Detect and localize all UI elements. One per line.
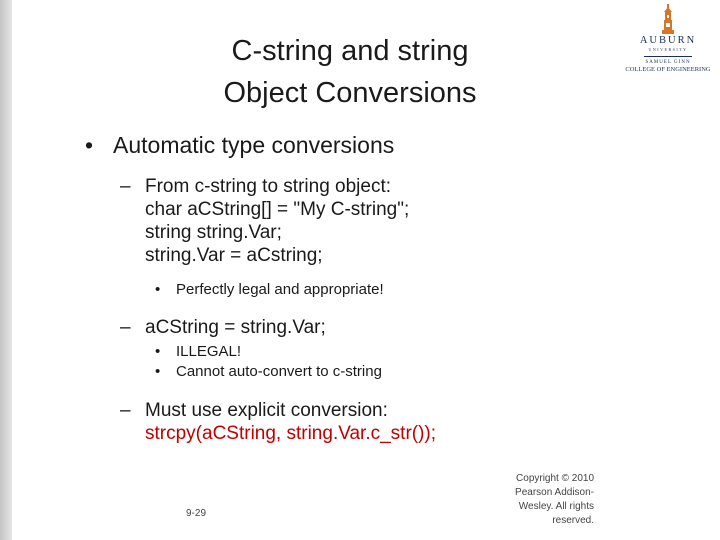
code-line: string string.Var; xyxy=(145,222,282,243)
note-text: Perfectly legal and appropriate! xyxy=(176,281,384,298)
bullet-automatic-conversions xyxy=(85,130,394,160)
dash-marker: – xyxy=(120,176,131,197)
sub-bullet-cstring-to-string xyxy=(120,175,409,267)
logo-wordmark: AUBURN xyxy=(639,35,697,46)
note-cannot-convert xyxy=(155,362,382,382)
dash-marker: – xyxy=(120,400,131,421)
sub-bullet-assignment xyxy=(120,316,326,339)
slide-title-line2: Object Conversions xyxy=(223,77,477,109)
logo-divider xyxy=(644,56,692,57)
logo-college-line1: SAMUEL GINN xyxy=(645,60,691,65)
slide-left-border xyxy=(0,0,12,540)
copyright-notice: Copyright © 2010 Pearson Addison-Wesley. All rights reserved. xyxy=(515,473,594,526)
auburn-logo xyxy=(618,4,718,84)
bullet-marker: • xyxy=(85,132,94,158)
code-line-highlight: strcpy(aCString, string.Var.c_str()); xyxy=(145,423,437,444)
logo-college-line2: COLLEGE OF ENGINEERING xyxy=(625,66,711,73)
tower-icon xyxy=(660,4,676,34)
logo-university: UNIVERSITY xyxy=(648,47,688,52)
code-line: string.Var = aCstring; xyxy=(145,245,323,266)
note-text: Cannot auto-convert to c-string xyxy=(176,363,382,380)
code-line: char aCString[] = "My C-string"; xyxy=(145,199,410,220)
sub-bullet-text: aCString = string.Var; xyxy=(145,317,326,338)
sub-bullet-text: Must use explicit conversion: xyxy=(145,400,388,421)
note-text: ILLEGAL! xyxy=(176,343,242,360)
bullet-marker: • xyxy=(155,363,161,380)
bullet-text: Automatic type conversions xyxy=(113,132,395,158)
dash-marker: – xyxy=(120,317,131,338)
sub-bullet-explicit-conversion xyxy=(120,399,436,445)
bullet-marker: • xyxy=(155,343,161,360)
slide-title xyxy=(150,30,550,114)
slide-title-line1: C-string and string xyxy=(231,35,469,67)
note-illegal xyxy=(155,342,241,362)
page-number: 9-29 xyxy=(186,508,207,519)
note-legal xyxy=(155,280,384,300)
bullet-marker: • xyxy=(155,281,161,298)
sub-bullet-text: From c-string to string object: xyxy=(145,176,392,197)
